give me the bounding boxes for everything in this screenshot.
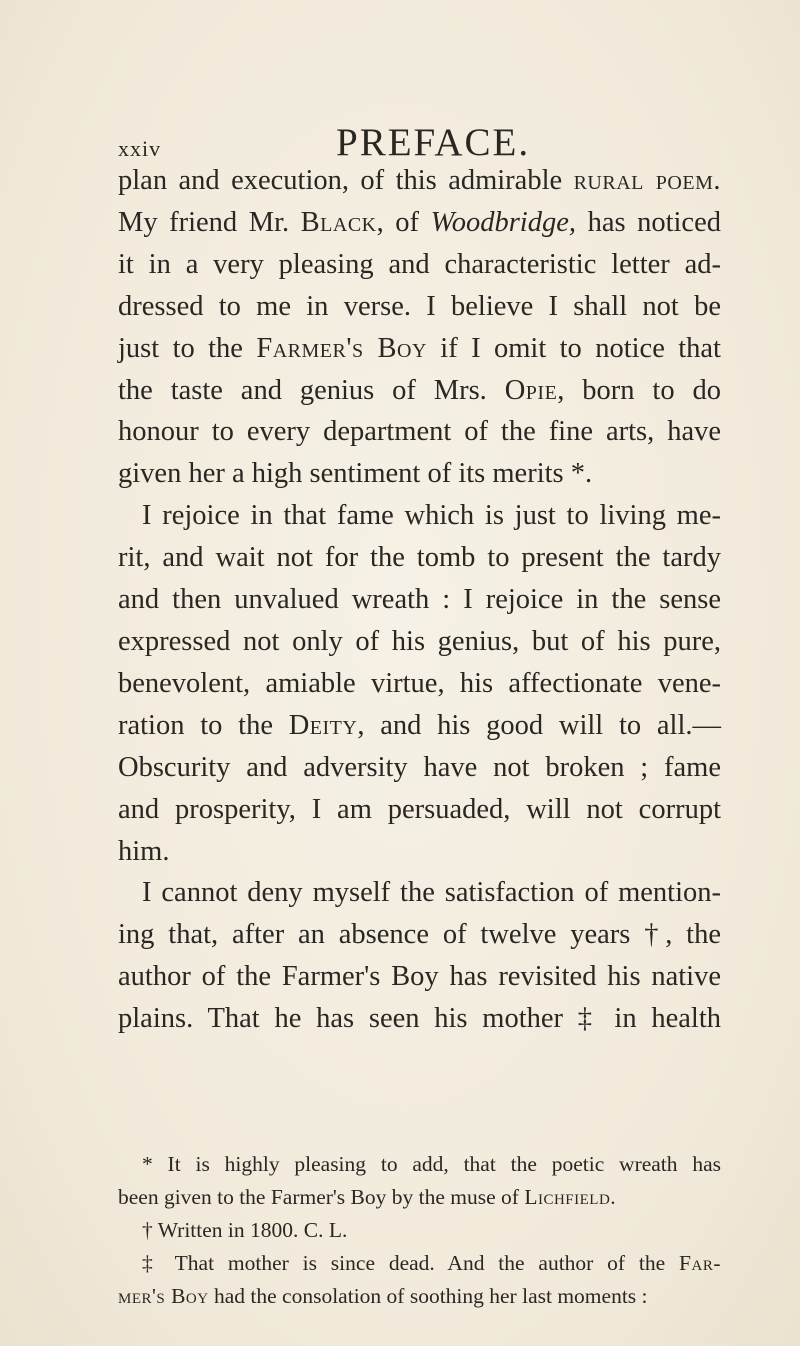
text-line: Obscurity and adversity have not broken ; fame: [118, 751, 721, 783]
text-line: expressed not only of his genius, but of his pure,: [118, 625, 721, 657]
text-line: given her a high sentiment of its merits *.: [118, 458, 593, 490]
footnote-line: * It is highly pleasing to add, that the poetic wreath has: [142, 1152, 721, 1176]
text-line: plains. That he has seen his mother ‡ in health: [118, 1003, 721, 1035]
text-line: dressed to me in verse. I believe I shall not be: [118, 290, 721, 322]
text-line: My friend Mr. Black, of Woodbridge, has noticed: [118, 206, 721, 238]
text-line: and then unvalued wreath : I rejoice in the sense: [118, 584, 721, 616]
text-line: and prosperity, I am persuaded, will not corrupt: [118, 793, 721, 825]
text-line: it in a very pleasing and characteristic letter ad-: [118, 248, 721, 280]
text-line: author of the Farmer's Boy has revisited his native: [118, 961, 721, 993]
footnote-line: been given to the Farmer's Boy by the muse of Lichfield.: [118, 1185, 617, 1209]
footnote-line: ‡ That mother is since dead. And the author of the Far-: [142, 1251, 721, 1275]
text-line: the taste and genius of Mrs. Opie, born to do: [118, 374, 721, 406]
footnote-line: mer's Boy had the consolation of soothing her last moments :: [118, 1284, 648, 1308]
body-text: [118, 160, 721, 1040]
page-header: [118, 110, 718, 164]
text-line: rit, and wait not for the tomb to present the tardy: [118, 542, 721, 574]
page-number: xxiv: [118, 136, 162, 161]
text-line: ration to the Deity, and his good will to all.—: [118, 709, 721, 741]
text-line: I cannot deny myself the satisfaction of mention-: [142, 877, 721, 909]
text-line: I rejoice in that fame which is just to living me-: [142, 500, 721, 532]
text-line: benevolent, amiable virtue, his affectionate vene-: [118, 667, 721, 699]
running-title: PREFACE.: [336, 121, 531, 164]
text-line: him.: [118, 835, 170, 867]
text-line: ing that, after an absence of twelve years †, the: [118, 919, 721, 951]
text-line: plan and execution, of this admirable rural poem.: [118, 165, 721, 196]
footnote-line: † Written in 1800. C. L.: [142, 1218, 348, 1242]
footnotes: [118, 1148, 721, 1313]
text-line: just to the Farmer's Boy if I omit to notice that: [118, 332, 721, 364]
text-line: honour to every department of the fine arts, have: [118, 416, 721, 448]
